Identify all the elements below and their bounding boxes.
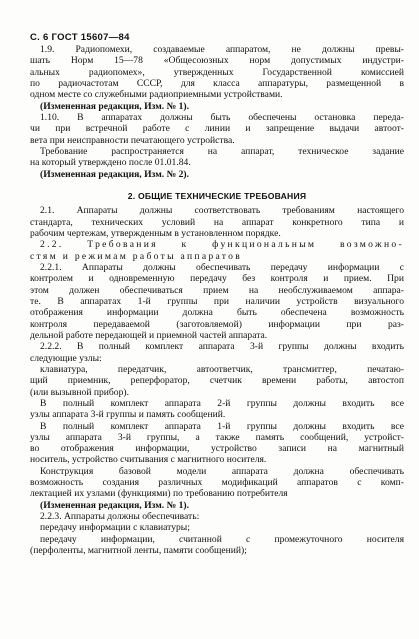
text-line: передачу информации с клавиатуры;	[40, 522, 190, 534]
paragraph	[30, 421, 404, 466]
page-header: С. 6 ГОСТ 15607—84	[30, 32, 130, 43]
text-line: узлы аппарата 3-й группы и память сообщений.	[30, 409, 226, 421]
text-line: (или вызывной прибор).	[30, 386, 129, 398]
text-line: контроля передаваемой (заготовляемой) информации при раз-	[30, 318, 404, 330]
section-heading	[30, 191, 404, 202]
text-line: 2.1. Аппараты должны соответствовать требованиям настоящего	[40, 205, 404, 217]
text-line: стям и режимам работы аппаратов	[30, 250, 243, 262]
text-line: 1.9. Радиопомехи, создаваемые аппаратом, не должны превы-	[40, 44, 404, 55]
paragraph	[30, 101, 404, 112]
text-line: узлы аппарата 3-й группы, а также память сообщений, устройст-	[30, 431, 404, 443]
text-line: контролем и одновременную передачу без контроля и прием. При	[30, 273, 404, 285]
text-line: отображения информации должна быть обеспечена возможность	[30, 307, 404, 319]
text-line: 1.10. В аппаратах должны быть обеспечены остановка переда-	[40, 111, 404, 123]
text-line: В полный комплект аппарата 2-й группы должны входить все	[40, 397, 404, 409]
text-line: 2.2. Требования к функциональным возможно-	[40, 239, 404, 251]
text-line: рабочим чертежам, утвержденным в установленном порядке.	[30, 227, 281, 239]
paragraph	[30, 112, 404, 146]
text-line: носитель, устройство считывания с магнитного носителя.	[30, 454, 267, 466]
paragraph	[30, 239, 404, 262]
text-line: лектацией их узлами (функциями) по требованию потребителя	[30, 488, 288, 500]
text-line: вета при неисправности печатающего устройства.	[30, 134, 235, 146]
paragraph	[30, 341, 404, 364]
text-line: стандарта, технических условий на аппарат конкретного типа и	[30, 216, 404, 228]
text-line: Требование распространяется на аппарат, техническое задание	[40, 145, 404, 157]
paragraph	[30, 534, 404, 557]
text-line: 2.2.1. Аппараты должны обеспечивать передачу информации с	[40, 261, 404, 273]
text-line: этом должен обеспечиваться прием на необслуживаемом аппара-	[30, 284, 404, 296]
text-line: возможность создания различных модификаций аппаратов с комп-	[30, 477, 404, 489]
paragraph	[30, 146, 404, 169]
text-line: шать Норм 15—78 «Общесоюзных норм допустимых индустри-	[30, 55, 404, 67]
text-line: дельной работе передающей и приемной частей аппарата.	[30, 329, 268, 341]
paragraph	[30, 466, 404, 500]
text-line: клавиатура, передатчик, автоответчик, трансмиттер, печатаю-	[40, 363, 404, 375]
paragraph	[30, 500, 404, 511]
text-line: одном месте со служебными радиоприемными устройствами.	[30, 89, 283, 101]
text-line: передачу информации, считанной с промежуточного носителя	[40, 533, 404, 545]
text-line: В полный комплект аппарата 1-й группы должны входить все	[40, 420, 404, 432]
paragraph	[30, 364, 404, 398]
paragraph	[30, 169, 404, 180]
text-line: (Измененная редакция, Изм. № 2).	[40, 168, 190, 180]
document-body	[30, 44, 404, 556]
text-line: чи при встречной работе с линии и запрещение выдачи автоот-	[30, 123, 404, 135]
paragraph	[30, 398, 404, 421]
paragraph	[30, 511, 404, 522]
text-line: во отображения информации, устройство записи на магнитный	[30, 443, 404, 455]
text-line: 2.2.2. В полный комплект аппарата 3-й группы должны входить	[40, 341, 404, 353]
paragraph	[30, 44, 404, 101]
text-line: щий приемник, реперфоратор, счетчик времени работы, автостоп	[30, 375, 404, 387]
paragraph	[30, 262, 404, 341]
text-line: альных радиопомех», утвержденных Государственной комиссией	[30, 66, 404, 78]
paragraph	[30, 205, 404, 239]
text-line: (Измененная редакция, Изм. № 1).	[40, 499, 190, 511]
text-line: на который утверждено после 01.01.84.	[30, 157, 191, 169]
text-line: по радиочастотам СССР, для класса аппаратуры, размещенной в	[30, 77, 404, 89]
text-line: (перфоленты, магнитной ленты, памяти сообщений);	[30, 545, 247, 557]
paragraph	[30, 522, 404, 533]
text-line: (Измененная редакция, Изм. № 1).	[40, 100, 190, 112]
text-line: Конструкция базовой модели аппарата должна обеспечивать	[40, 465, 404, 477]
text-line: 2.2.3. Аппараты должны обеспечивать:	[40, 511, 200, 523]
text-line: 2. ОБЩИЕ ТЕХНИЧЕСКИЕ ТРЕБОВАНИЯ	[127, 190, 307, 201]
text-line: те. В аппаратах 1-й группы при наличии устройств визуального	[30, 295, 404, 307]
text-line: следующие узлы:	[30, 352, 102, 364]
